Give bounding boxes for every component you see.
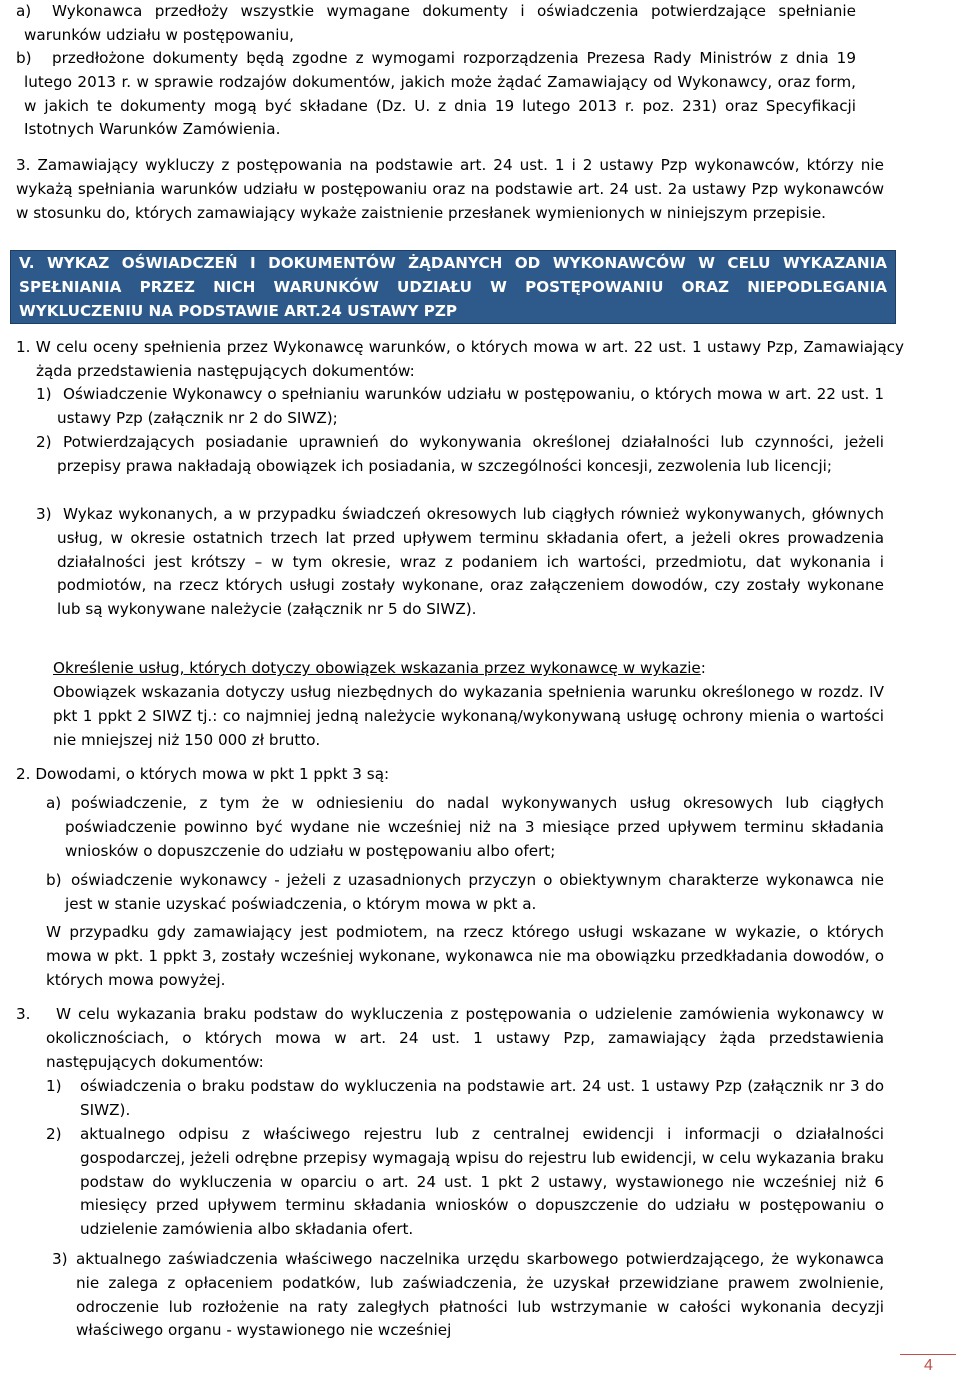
s1-item-2-label: 2) bbox=[36, 433, 52, 451]
list-label-b: b) bbox=[16, 49, 32, 67]
section-header bbox=[10, 250, 896, 324]
section-header-text bbox=[19, 252, 887, 323]
s1-item-3-label: 3) bbox=[36, 505, 52, 523]
section-number: V. bbox=[19, 254, 35, 272]
paragraph-3: 3. Zamawiający wykluczy z postępowania na podstawie art. 24 ust. 1 i 2 ustawy Pzp wykonawców, którzy nie wykażą spełniania warunków udziału w postępowaniu oraz na podstawie art. 24 ust. 2a ustawy Pzp wykonawców w stosunku do, których zamawiający wykaże zaistnienie przesłanek wymienionych w niniejszym przepisie. bbox=[16, 156, 884, 222]
s1-item-2: Potwierdzających posiadanie uprawnień do wykonywania określonej działalności lub czynności, jeżeli przepisy prawa nakładają obowiązek ich posiadania, w szczególności koncesji, zezwolenia lub licencji; bbox=[57, 433, 884, 475]
s1-definition-title bbox=[53, 657, 884, 681]
s1-item-3: Wykaz wykonanych, a w przypadku świadczeń okresowych lub ciągłych również wykonywanych, głównych usług, w okresie ostatnich trzech lat przed upływem terminu składania ofert, a jeżeli okres prowadzenia działalności jest krótszy – w tym okresie, wraz z podaniem ich wartości, przedmiotu, dat wykonania i podmiotów, na rzecz których usługi zostały wykonane, oraz załączeniem dowodów, czy zostały wykonane lub są wykonywane należycie (załącznik nr 5 do SIWZ). bbox=[57, 505, 884, 619]
s3-item-2-label: 2) bbox=[46, 1125, 62, 1143]
s3-item-1-label: 1) bbox=[46, 1077, 62, 1095]
definition-colon: : bbox=[700, 659, 706, 677]
s3-item-1: oświadczenia o braku podstaw do wykluczenia na podstawie art. 24 ust. 1 ustawy Pzp (załącznik nr 3 do SIWZ). bbox=[80, 1077, 884, 1119]
list-item-b-text: przedłożone dokumenty będą zgodne z wymogami rozporządzenia Prezesa Rady Ministrów z dnia 19 lutego 2013 r. w sprawie rodzajów dokumentów, jakich może żądać Zamawiający od Wykonawcy, oraz form, w jakich te dokumenty mogą być składane (Dz. U. z dnia 19 lutego 2013 r. poz. 231) oraz Specyfikacji Istotnych Warunków Zamówienia. bbox=[24, 49, 856, 139]
s2-item-a: poświadczenie, z tym że w odniesieniu do nadal wykonywanych usług okresowych lub ciągłych poświadczenie powinno być wydane nie wcześniej niż na 3 miesiące przed upływem terminu składania wniosków o dopuszczenie do udziału w postępowaniu albo ofert; bbox=[65, 794, 884, 860]
list-label: a) bbox=[16, 2, 32, 20]
s2-item-b: oświadczenie wykonawcy - jeżeli z uzasadnionych przyczyn o obiektywnym charakterze wykonawca nie jest w stanie uzyskać poświadczenia, o którym mowa w pkt a. bbox=[65, 871, 884, 913]
s3-label: 3. bbox=[16, 1005, 31, 1023]
s1-definition-body: Obowiązek wskazania dotyczy usług niezbędnych do wykazania spełnienia warunku określonego w rozdz. IV pkt 1 ppkt 2 SIWZ tj.: co najmniej jedną należycie wykonaną/wykonywaną usługę ochrony mienia o wartości nie mniejszej niż 150 000 zł brutto. bbox=[53, 683, 884, 749]
list-item-a-text: Wykonawca przedłoży wszystkie wymagane dokumenty i oświadczenia potwierdzające spełnianie warunków udziału w postępowaniu, bbox=[24, 2, 856, 44]
section-title: WYKAZ OŚWIADCZEŃ I DOKUMENTÓW ŻĄDANYCH OD WYKONAWCÓW W CELU WYKAZANIA SPEŁNIANIA PRZEZ NICH WARUNKÓW UDZIAŁU W POSTĘPOWANIU ORAZ NIEPODLEGANIA WYKLUCZENIU NA PODSTAWIE ART.24 USTAWY PZP bbox=[19, 254, 888, 320]
s1-item-1: Oświadczenie Wykonawcy o spełnianiu warunków udziału w postępowaniu, o których mowa w art. 22 ust. 1 ustawy Pzp (załącznik nr 2 do SIWZ); bbox=[57, 385, 884, 427]
s3-item-2: aktualnego odpisu z właściwego rejestru lub z centralnej ewidencji i informacji o działalności gospodarczej, jeżeli odrębne przepisy wymagają wpisu do rejestru lub ewidencji, w celu wykazania braku podstaw do wykluczenia w oparciu o art. 24 ust. 1 pkt 2 ustawy, wystawionego nie wcześniej niż 6 miesięcy przed upływem terminu składania wniosków o dopuszczenie do udziału w postępowaniu o udzielenie zamówienia albo składania ofert. bbox=[80, 1125, 884, 1239]
s2-item-a-label: a) bbox=[46, 794, 62, 812]
s2-note: W przypadku gdy zamawiający jest podmiotem, na rzecz którego usługi wskazane w wykazie, o których mowa w pkt. 1 ppkt 3, zostały wcześniej wykonane, wykonawca nie ma obowiązku przedkładania dowodów, o których mowa powyżej. bbox=[46, 923, 884, 989]
s1-item-1-label: 1) bbox=[36, 385, 52, 403]
s2-item-b-label: b) bbox=[46, 871, 62, 889]
definition-title: Określenie usług, których dotyczy obowiązek wskazania przez wykonawcę w wykazie bbox=[53, 659, 701, 677]
s3-intro: W celu wykazania braku podstaw do wykluczenia z postępowania o udzielenie zamówienia wykonawcy w okolicznościach, o których mowa w art. 24 ust. 1 ustawy Pzp, zamawiający żąda przedstawienia następujących dokumentów: bbox=[46, 1005, 884, 1071]
s1-intro: 1. W celu oceny spełnienia przez Wykonawcę warunków, o których mowa w art. 22 ust. 1 ustawy Pzp, Zamawiający żąda przedstawienia następujących dokumentów: bbox=[16, 338, 904, 380]
s2-intro: 2. Dowodami, o których mowa w pkt 1 ppkt 3 są: bbox=[16, 765, 390, 783]
s3-item-3-label: 3) bbox=[52, 1250, 68, 1268]
page-number-rule bbox=[900, 1354, 956, 1355]
s3-item-3: aktualnego zaświadczenia właściwego naczelnika urzędu skarbowego potwierdzającego, że wykonawca nie zalega z opłaceniem podatków, lub zaświadczenia, że uzyskał przewidziane prawem zwolnienie, odroczenie lub rozłożenie na raty zaległych płatności lub wstrzymanie w całości wykonania decyzji właściwego organu - wystawionego nie wcześniej bbox=[76, 1250, 884, 1340]
page-number: 4 bbox=[924, 1357, 933, 1374]
